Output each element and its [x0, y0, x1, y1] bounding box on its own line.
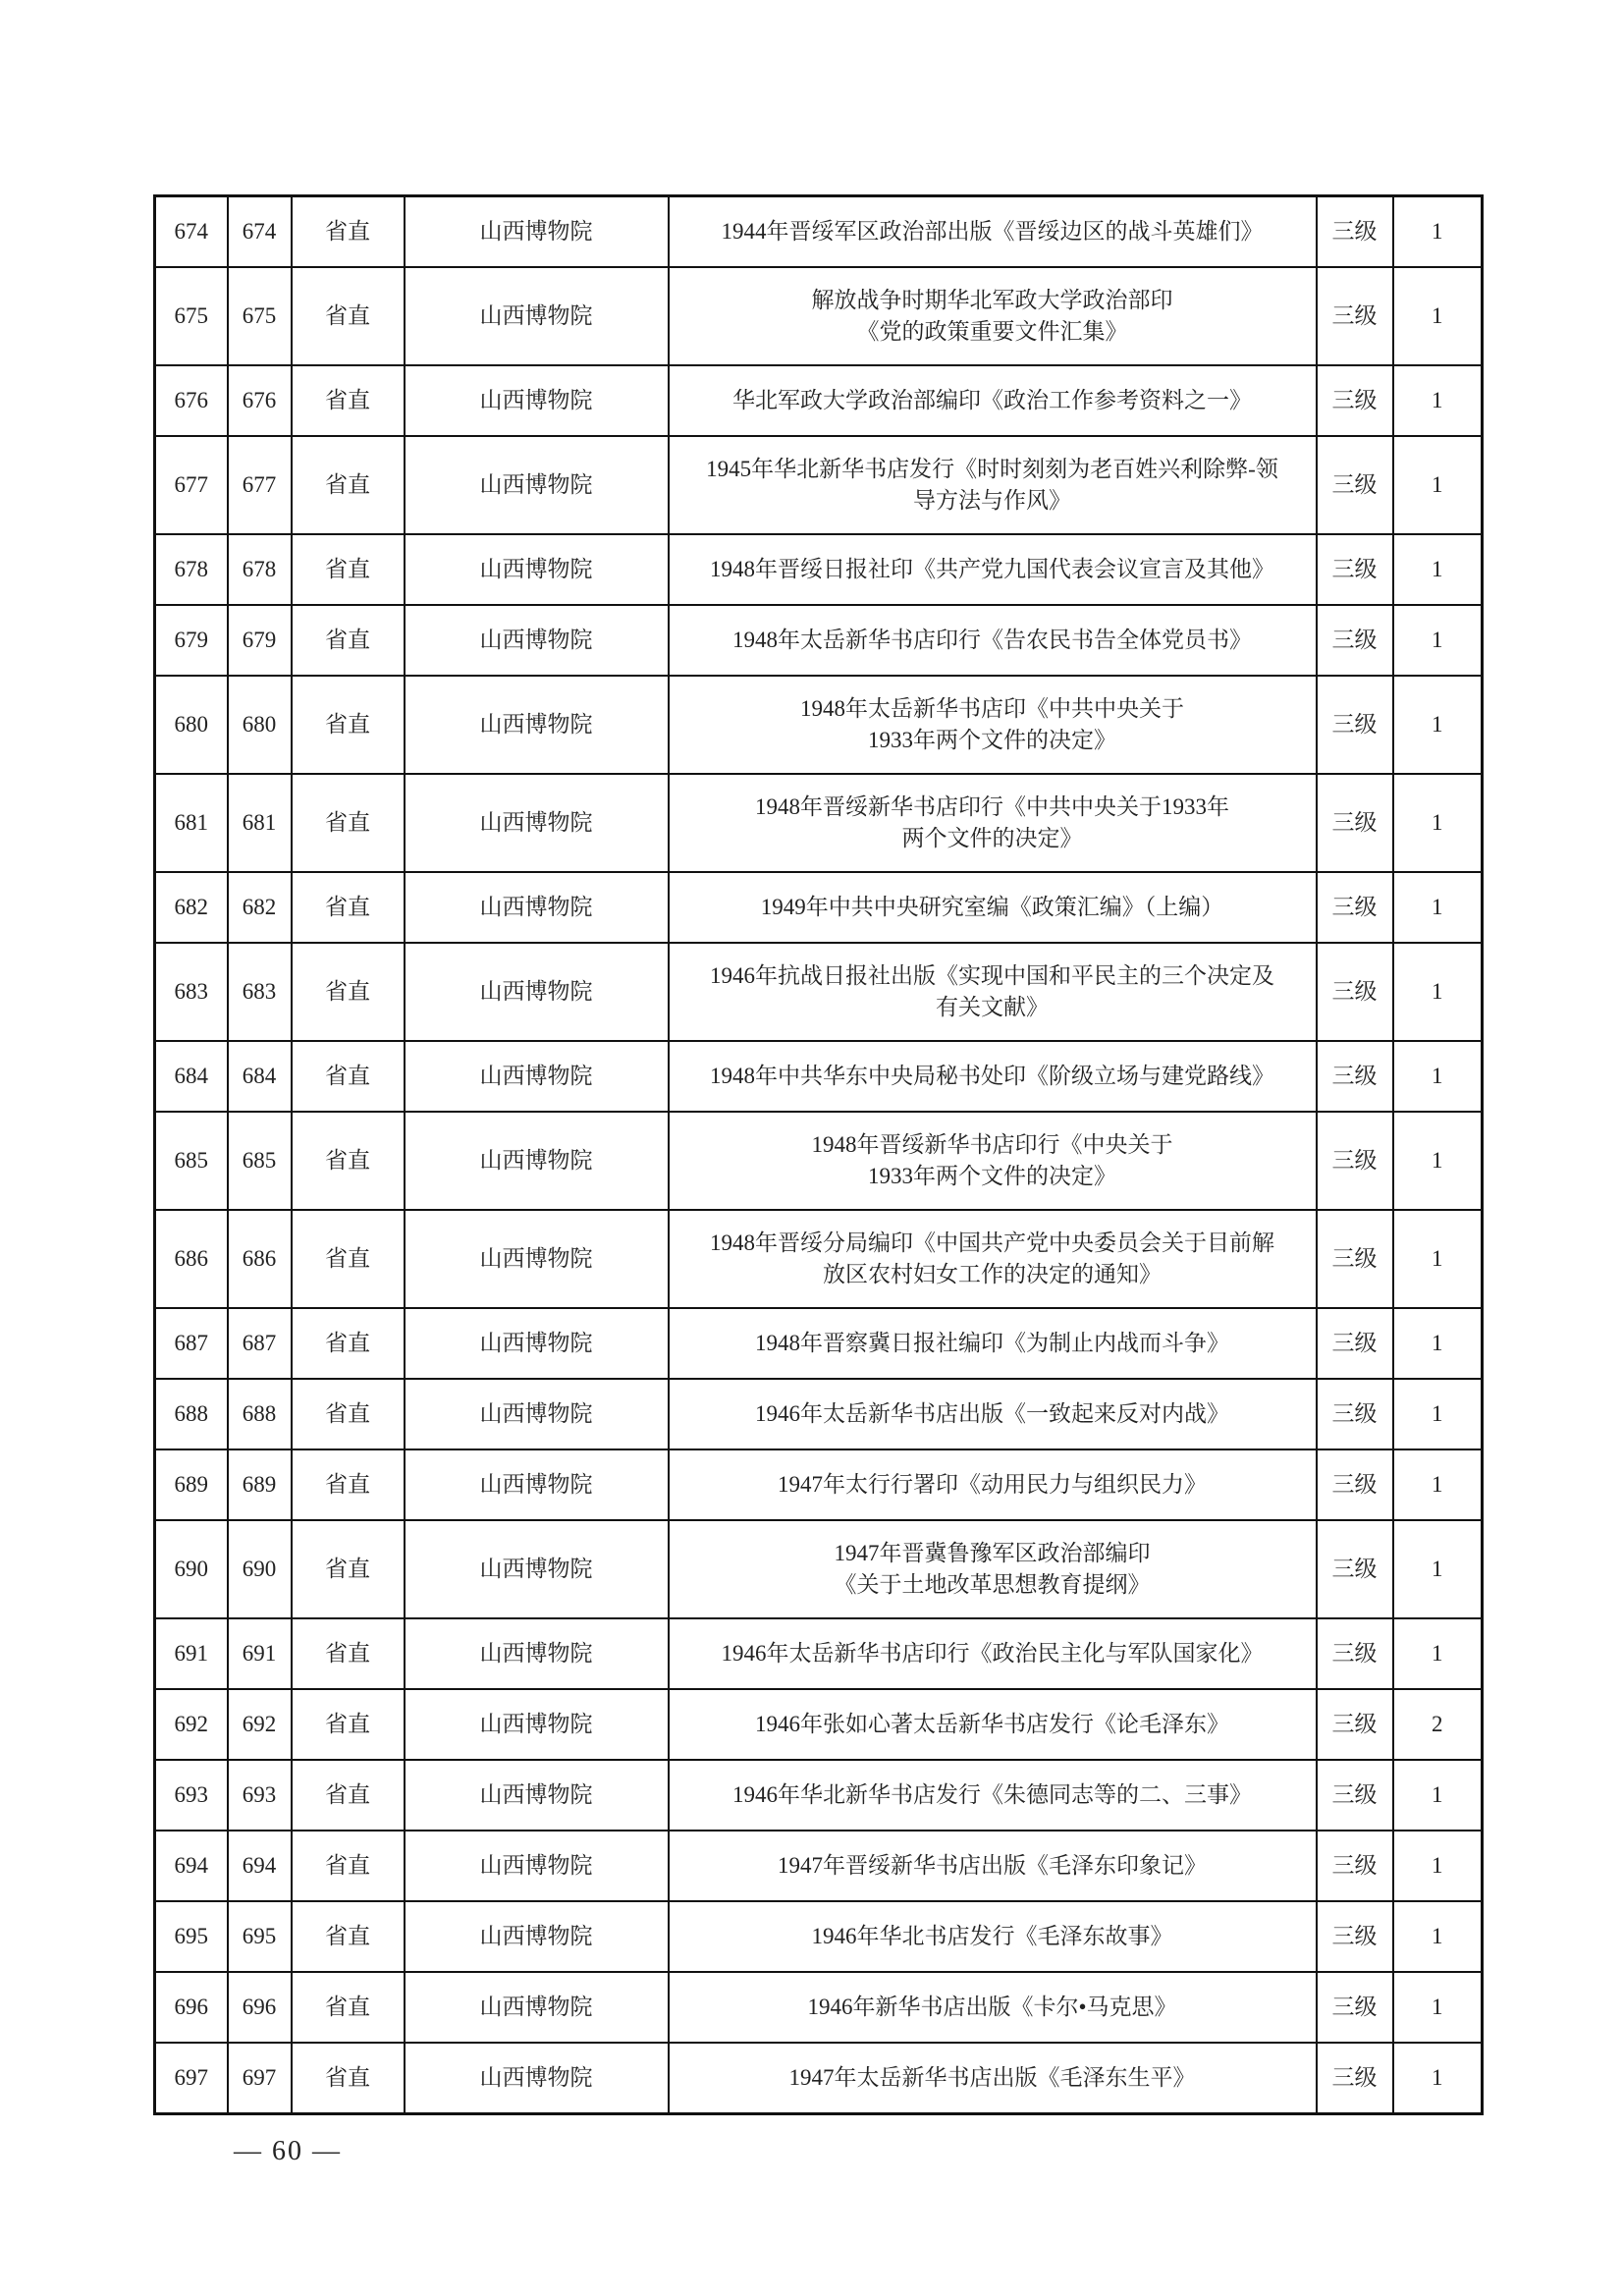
item-number-cell: 678	[228, 534, 292, 605]
item-description-cell: 1946年华北书店发行《毛泽东故事》	[669, 1901, 1317, 1972]
table-row	[155, 1112, 1483, 1210]
table-row	[155, 196, 1483, 268]
collection-unit-cell: 山西博物院	[405, 1449, 669, 1520]
item-description-cell: 1949年中共中央研究室编《政策汇编》（上编）	[669, 872, 1317, 943]
item-description-cell: 解放战争时期华北军政大学政治部印 《党的政策重要文件汇集》	[669, 267, 1317, 365]
grade-level-cell: 三级	[1317, 1901, 1393, 1972]
admin-level-cell: 省直	[292, 1112, 405, 1210]
collection-unit-cell: 山西博物院	[405, 1901, 669, 1972]
item-description-cell: 1946年太岳新华书店出版《一致起来反对内战》	[669, 1379, 1317, 1449]
table-row	[155, 1831, 1483, 1901]
admin-level-cell: 省直	[292, 943, 405, 1041]
row-number-cell: 690	[155, 1520, 228, 1618]
row-number-cell: 694	[155, 1831, 228, 1901]
item-number-cell: 683	[228, 943, 292, 1041]
quantity-cell: 1	[1393, 943, 1483, 1041]
quantity-cell: 1	[1393, 1041, 1483, 1112]
quantity-cell: 1	[1393, 1831, 1483, 1901]
row-number-cell: 674	[155, 196, 228, 268]
item-number-cell: 680	[228, 676, 292, 774]
item-description-cell: 1946年新华书店出版《卡尔•马克思》	[669, 1972, 1317, 2043]
item-number-cell: 685	[228, 1112, 292, 1210]
item-number-cell: 689	[228, 1449, 292, 1520]
grade-level-cell: 三级	[1317, 1618, 1393, 1689]
row-number-cell: 684	[155, 1041, 228, 1112]
admin-level-cell: 省直	[292, 1308, 405, 1379]
collection-unit-cell: 山西博物院	[405, 196, 669, 268]
grade-level-cell: 三级	[1317, 1210, 1393, 1308]
collection-unit-cell: 山西博物院	[405, 1689, 669, 1760]
row-number-cell: 681	[155, 774, 228, 872]
admin-level-cell: 省直	[292, 1972, 405, 2043]
admin-level-cell: 省直	[292, 1689, 405, 1760]
collection-unit-cell: 山西博物院	[405, 534, 669, 605]
collection-unit-cell: 山西博物院	[405, 1041, 669, 1112]
row-number-cell: 688	[155, 1379, 228, 1449]
admin-level-cell: 省直	[292, 1901, 405, 1972]
item-description-cell: 1947年太行行署印《动用民力与组织民力》	[669, 1449, 1317, 1520]
collection-unit-cell: 山西博物院	[405, 774, 669, 872]
item-description-cell: 1947年晋冀鲁豫军区政治部编印 《关于土地改革思想教育提纲》	[669, 1520, 1317, 1618]
grade-level-cell: 三级	[1317, 943, 1393, 1041]
page-number: — 60 —	[234, 2136, 342, 2166]
admin-level-cell: 省直	[292, 1379, 405, 1449]
admin-level-cell: 省直	[292, 1520, 405, 1618]
admin-level-cell: 省直	[292, 1449, 405, 1520]
admin-level-cell: 省直	[292, 534, 405, 605]
item-number-cell: 682	[228, 872, 292, 943]
item-number-cell: 687	[228, 1308, 292, 1379]
item-description-cell: 1946年华北新华书店发行《朱德同志等的二、三事》	[669, 1760, 1317, 1831]
quantity-cell: 2	[1393, 1689, 1483, 1760]
relics-table	[153, 194, 1484, 2115]
table-row	[155, 2043, 1483, 2114]
item-number-cell: 677	[228, 436, 292, 534]
table-row	[155, 534, 1483, 605]
grade-level-cell: 三级	[1317, 267, 1393, 365]
quantity-cell: 1	[1393, 1972, 1483, 2043]
grade-level-cell: 三级	[1317, 196, 1393, 268]
collection-unit-cell: 山西博物院	[405, 872, 669, 943]
admin-level-cell: 省直	[292, 605, 405, 676]
quantity-cell: 1	[1393, 1901, 1483, 1972]
item-number-cell: 694	[228, 1831, 292, 1901]
item-description-cell: 1946年张如心著太岳新华书店发行《论毛泽东》	[669, 1689, 1317, 1760]
grade-level-cell: 三级	[1317, 1972, 1393, 2043]
item-number-cell: 697	[228, 2043, 292, 2114]
table-row	[155, 1760, 1483, 1831]
grade-level-cell: 三级	[1317, 2043, 1393, 2114]
admin-level-cell: 省直	[292, 2043, 405, 2114]
row-number-cell: 683	[155, 943, 228, 1041]
item-number-cell: 688	[228, 1379, 292, 1449]
row-number-cell: 697	[155, 2043, 228, 2114]
row-number-cell: 691	[155, 1618, 228, 1689]
admin-level-cell: 省直	[292, 1041, 405, 1112]
item-description-cell: 1948年晋绥新华书店印行《中央关于 1933年两个文件的决定》	[669, 1112, 1317, 1210]
quantity-cell: 1	[1393, 267, 1483, 365]
table-row	[155, 267, 1483, 365]
item-number-cell: 674	[228, 196, 292, 268]
item-description-cell: 1946年太岳新华书店印行《政治民主化与军队国家化》	[669, 1618, 1317, 1689]
collection-unit-cell: 山西博物院	[405, 436, 669, 534]
item-description-cell: 1944年晋绥军区政治部出版《晋绥边区的战斗英雄们》	[669, 196, 1317, 268]
table-row	[155, 774, 1483, 872]
table-row	[155, 1520, 1483, 1618]
collection-unit-cell: 山西博物院	[405, 1831, 669, 1901]
collection-unit-cell: 山西博物院	[405, 1112, 669, 1210]
item-description-cell: 1948年太岳新华书店印行《告农民书告全体党员书》	[669, 605, 1317, 676]
item-number-cell: 696	[228, 1972, 292, 2043]
quantity-cell: 1	[1393, 2043, 1483, 2114]
quantity-cell: 1	[1393, 872, 1483, 943]
row-number-cell: 695	[155, 1901, 228, 1972]
item-number-cell: 695	[228, 1901, 292, 1972]
admin-level-cell: 省直	[292, 1760, 405, 1831]
row-number-cell: 686	[155, 1210, 228, 1308]
grade-level-cell: 三级	[1317, 1760, 1393, 1831]
row-number-cell: 692	[155, 1689, 228, 1760]
row-number-cell: 685	[155, 1112, 228, 1210]
quantity-cell: 1	[1393, 676, 1483, 774]
table-row	[155, 1308, 1483, 1379]
item-description-cell: 1945年华北新华书店发行《时时刻刻为老百姓兴利除弊-领 导方法与作风》	[669, 436, 1317, 534]
quantity-cell: 1	[1393, 1379, 1483, 1449]
item-description-cell: 华北军政大学政治部编印《政治工作参考资料之一》	[669, 365, 1317, 436]
item-number-cell: 691	[228, 1618, 292, 1689]
grade-level-cell: 三级	[1317, 872, 1393, 943]
quantity-cell: 1	[1393, 534, 1483, 605]
row-number-cell: 676	[155, 365, 228, 436]
item-description-cell: 1948年晋绥日报社印《共产党九国代表会议宣言及其他》	[669, 534, 1317, 605]
quantity-cell: 1	[1393, 1618, 1483, 1689]
row-number-cell: 687	[155, 1308, 228, 1379]
quantity-cell: 1	[1393, 774, 1483, 872]
grade-level-cell: 三级	[1317, 1449, 1393, 1520]
admin-level-cell: 省直	[292, 1210, 405, 1308]
quantity-cell: 1	[1393, 1112, 1483, 1210]
table-row	[155, 943, 1483, 1041]
table-row	[155, 1379, 1483, 1449]
item-description-cell: 1946年抗战日报社出版《实现中国和平民主的三个决定及 有关文献》	[669, 943, 1317, 1041]
row-number-cell: 678	[155, 534, 228, 605]
grade-level-cell: 三级	[1317, 774, 1393, 872]
admin-level-cell: 省直	[292, 1618, 405, 1689]
collection-unit-cell: 山西博物院	[405, 267, 669, 365]
quantity-cell: 1	[1393, 1520, 1483, 1618]
collection-unit-cell: 山西博物院	[405, 676, 669, 774]
item-description-cell: 1948年晋察冀日报社编印《为制止内战而斗争》	[669, 1308, 1317, 1379]
grade-level-cell: 三级	[1317, 436, 1393, 534]
grade-level-cell: 三级	[1317, 1379, 1393, 1449]
item-number-cell: 679	[228, 605, 292, 676]
row-number-cell: 680	[155, 676, 228, 774]
table-row	[155, 676, 1483, 774]
row-number-cell: 693	[155, 1760, 228, 1831]
table-row	[155, 605, 1483, 676]
grade-level-cell: 三级	[1317, 1112, 1393, 1210]
item-number-cell: 692	[228, 1689, 292, 1760]
item-number-cell: 690	[228, 1520, 292, 1618]
table-row	[155, 1618, 1483, 1689]
table-row	[155, 365, 1483, 436]
admin-level-cell: 省直	[292, 872, 405, 943]
item-number-cell: 684	[228, 1041, 292, 1112]
grade-level-cell: 三级	[1317, 1831, 1393, 1901]
grade-level-cell: 三级	[1317, 1689, 1393, 1760]
quantity-cell: 1	[1393, 196, 1483, 268]
grade-level-cell: 三级	[1317, 605, 1393, 676]
grade-level-cell: 三级	[1317, 1520, 1393, 1618]
grade-level-cell: 三级	[1317, 1041, 1393, 1112]
collection-unit-cell: 山西博物院	[405, 1210, 669, 1308]
grade-level-cell: 三级	[1317, 534, 1393, 605]
admin-level-cell: 省直	[292, 1831, 405, 1901]
quantity-cell: 1	[1393, 605, 1483, 676]
collection-unit-cell: 山西博物院	[405, 943, 669, 1041]
collection-unit-cell: 山西博物院	[405, 1618, 669, 1689]
item-number-cell: 675	[228, 267, 292, 365]
grade-level-cell: 三级	[1317, 676, 1393, 774]
item-description-cell: 1948年晋绥分局编印《中国共产党中央委员会关于目前解 放区农村妇女工作的决定的通知》	[669, 1210, 1317, 1308]
quantity-cell: 1	[1393, 436, 1483, 534]
table-row	[155, 872, 1483, 943]
table-row	[155, 1689, 1483, 1760]
quantity-cell: 1	[1393, 1449, 1483, 1520]
table-row	[155, 1041, 1483, 1112]
item-description-cell: 1948年晋绥新华书店印行《中共中央关于1933年 两个文件的决定》	[669, 774, 1317, 872]
collection-unit-cell: 山西博物院	[405, 1760, 669, 1831]
quantity-cell: 1	[1393, 1760, 1483, 1831]
collection-unit-cell: 山西博物院	[405, 1308, 669, 1379]
row-number-cell: 677	[155, 436, 228, 534]
row-number-cell: 679	[155, 605, 228, 676]
item-number-cell: 693	[228, 1760, 292, 1831]
admin-level-cell: 省直	[292, 365, 405, 436]
item-description-cell: 1948年太岳新华书店印《中共中央关于 1933年两个文件的决定》	[669, 676, 1317, 774]
row-number-cell: 696	[155, 1972, 228, 2043]
admin-level-cell: 省直	[292, 774, 405, 872]
table-row	[155, 1901, 1483, 1972]
item-number-cell: 676	[228, 365, 292, 436]
collection-unit-cell: 山西博物院	[405, 605, 669, 676]
admin-level-cell: 省直	[292, 676, 405, 774]
row-number-cell: 682	[155, 872, 228, 943]
admin-level-cell: 省直	[292, 196, 405, 268]
collection-unit-cell: 山西博物院	[405, 2043, 669, 2114]
table-row	[155, 1449, 1483, 1520]
quantity-cell: 1	[1393, 365, 1483, 436]
grade-level-cell: 三级	[1317, 1308, 1393, 1379]
row-number-cell: 689	[155, 1449, 228, 1520]
table-row	[155, 436, 1483, 534]
collection-unit-cell: 山西博物院	[405, 1520, 669, 1618]
table-row	[155, 1210, 1483, 1308]
item-description-cell: 1948年中共华东中央局秘书处印《阶级立场与建党路线》	[669, 1041, 1317, 1112]
row-number-cell: 675	[155, 267, 228, 365]
collection-unit-cell: 山西博物院	[405, 1972, 669, 2043]
item-description-cell: 1947年晋绥新华书店出版《毛泽东印象记》	[669, 1831, 1317, 1901]
collection-unit-cell: 山西博物院	[405, 365, 669, 436]
item-number-cell: 686	[228, 1210, 292, 1308]
item-description-cell: 1947年太岳新华书店出版《毛泽东生平》	[669, 2043, 1317, 2114]
admin-level-cell: 省直	[292, 267, 405, 365]
table-body	[155, 196, 1483, 2114]
item-number-cell: 681	[228, 774, 292, 872]
admin-level-cell: 省直	[292, 436, 405, 534]
table-row	[155, 1972, 1483, 2043]
quantity-cell: 1	[1393, 1210, 1483, 1308]
collection-unit-cell: 山西博物院	[405, 1379, 669, 1449]
quantity-cell: 1	[1393, 1308, 1483, 1379]
grade-level-cell: 三级	[1317, 365, 1393, 436]
